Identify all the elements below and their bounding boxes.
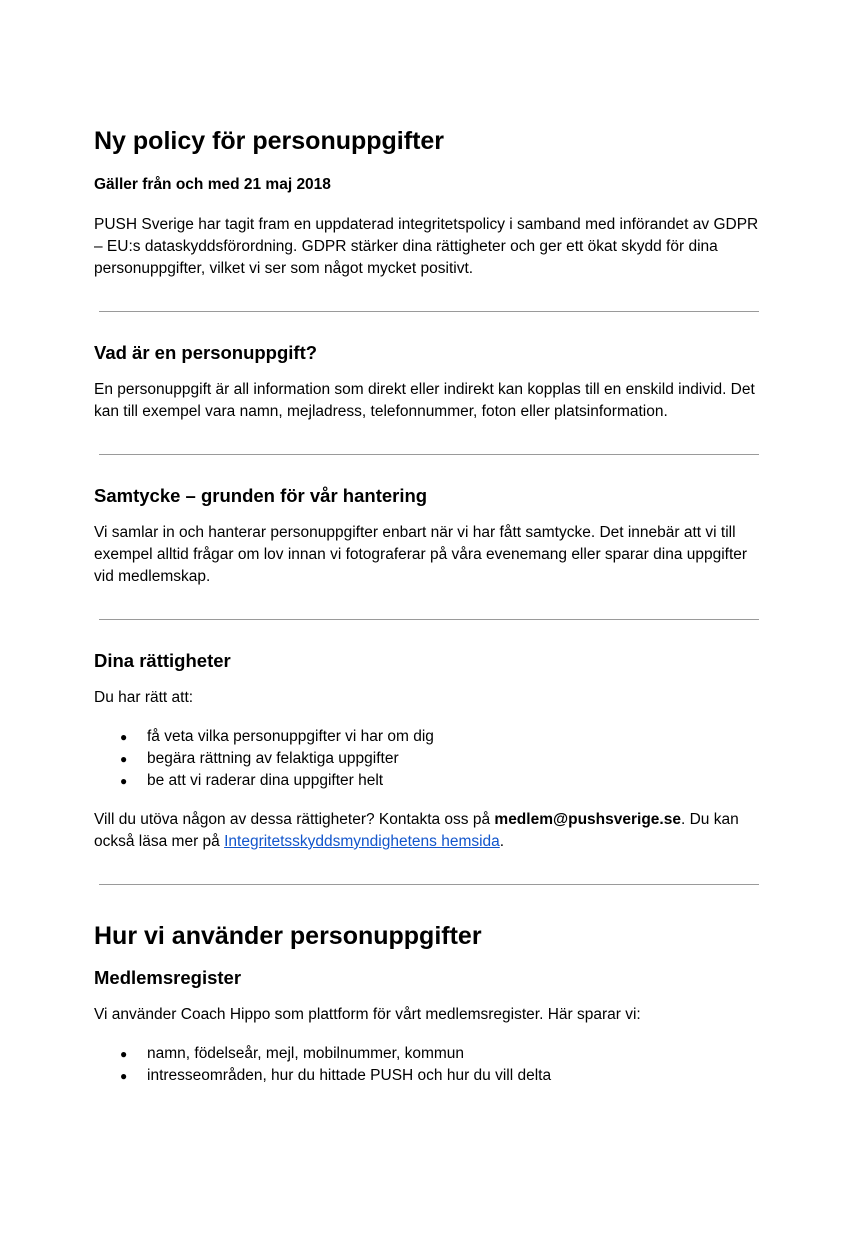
rights-lead: Du har rätt att:: [94, 689, 194, 706]
document-page: [94, 112, 766, 1087]
contact-email: medlem@pushsverige.se: [494, 811, 681, 828]
section-heading-rights: Dina rättigheter: [94, 650, 231, 671]
intro-paragraph: PUSH Sverige har tagit fram en uppdaterad integritetspolicy i samband med införandet av GDPR – EU:s dataskyddsförordning. GDPR stärker dina rättigheter och ger ett ökat skydd för dina personuppgifter, vilket vi ser som något mycket positivt.: [94, 216, 759, 277]
register-list: [94, 1043, 766, 1087]
list-item: ● namn, födelseår, mejl, mobilnummer, kommun: [94, 1043, 766, 1065]
bullet-icon: ●: [120, 774, 128, 788]
bullet-icon: ●: [120, 1047, 128, 1061]
usage-title: Hur vi använder personuppgifter: [94, 922, 482, 950]
rights-list: [94, 726, 766, 792]
section-divider: [99, 619, 759, 620]
effective-date: Gäller från och med 21 maj 2018: [94, 176, 331, 193]
section-heading-consent: Samtycke – grunden för vår hantering: [94, 485, 428, 506]
rights-contact: Vill du utöva någon av dessa rättigheter? Kontakta oss på medlem@pushsverige.se. Du kan också läsa mer på Integritetsskyddsmyndighetens hemsida.: [94, 811, 739, 850]
section-divider: [99, 311, 759, 312]
page-title: Ny policy för personuppgifter: [94, 127, 445, 155]
bullet-icon: ●: [120, 730, 128, 744]
register-lead: Vi använder Coach Hippo som plattform för vårt medlemsregister. Här sparar vi:: [94, 1006, 641, 1023]
section-heading-register: Medlemsregister: [94, 967, 242, 988]
list-item: ● begära rättning av felaktiga uppgifter: [94, 748, 766, 770]
section-text-what: En personuppgift är all information som direkt eller indirekt kan kopplas till en enskild individ. Det kan till exempel vara namn, mejladress, telefonnummer, foton eller platsinformation.: [94, 381, 755, 420]
section-text-consent: Vi samlar in och hanterar personuppgifter enbart när vi har fått samtycke. Det innebär att vi till exempel alltid frågar om lov innan vi fotograferar på våra evenemang eller sparar dina uppgifter vid medlemskap.: [94, 524, 748, 585]
list-item: ● be att vi raderar dina uppgifter helt: [94, 770, 766, 792]
section-heading-what: Vad är en personuppgift?: [94, 342, 318, 363]
section-divider: [99, 454, 759, 455]
section-divider: [99, 884, 759, 885]
list-item: ● få veta vilka personuppgifter vi har om dig: [94, 726, 766, 748]
bullet-icon: ●: [120, 1069, 128, 1083]
list-item: ● intresseområden, hur du hittade PUSH och hur du vill delta: [94, 1065, 766, 1087]
bullet-icon: ●: [120, 752, 128, 766]
imy-website-link[interactable]: Integritetsskyddsmyndighetens hemsida: [224, 833, 500, 850]
